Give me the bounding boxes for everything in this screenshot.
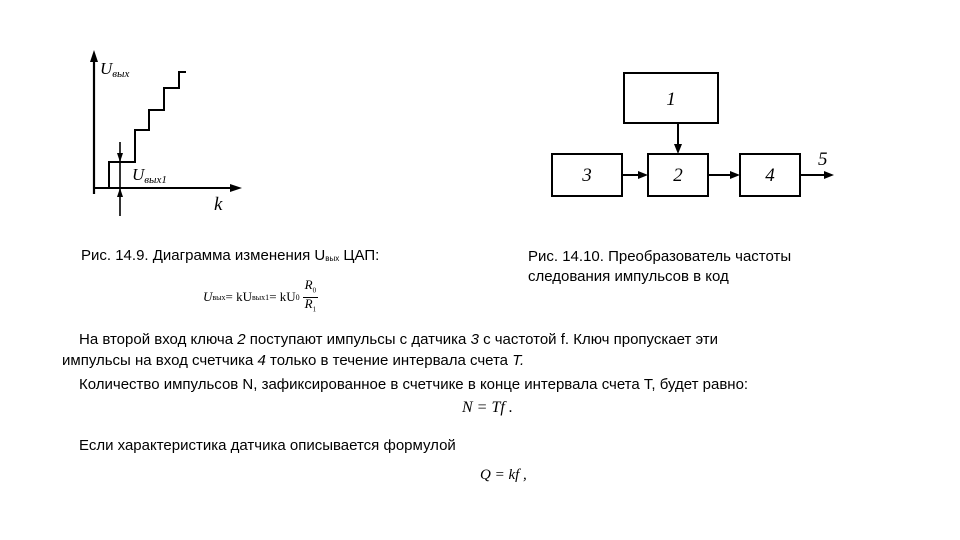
block-4-label: 4 <box>765 165 775 186</box>
formula-q-equals-kf: Q = kf , <box>480 467 527 483</box>
staircase-diagram <box>78 44 250 220</box>
arrow-2-to-4-head <box>730 171 740 179</box>
marker-arrow-up <box>117 188 123 197</box>
block-3-label: 3 <box>582 165 592 186</box>
figure-left-caption: Рис. 14.9. Диаграмма изменения $U_{вых}$ ЦАП: <box>81 247 380 264</box>
arrow-1-to-2-head <box>674 144 682 154</box>
output-arrow-head <box>824 171 834 179</box>
block-2-label: 2 <box>673 165 683 186</box>
paragraph-sensor-characteristic: Если характеристика датчика описывается формулой <box>79 437 456 454</box>
marker-arrow-down <box>117 153 123 162</box>
output-label: 5 <box>818 149 828 170</box>
paragraph-key-description: На второй вход ключа 2 поступают импульсы с датчика 3 с частотой f. Ключ пропускает эти импульсы на вход счетчика 4 только в течение интервала счета T. <box>62 331 719 369</box>
y-axis-arrow <box>90 50 98 62</box>
arrow-3-to-2-head <box>638 171 648 179</box>
block-diagram <box>540 64 840 210</box>
y-axis-label: Uвых <box>100 59 130 80</box>
paragraph-pulse-count: Количество импульсов N, зафиксированное в счетчике в конце интервала счета T, будет равно: <box>79 376 749 393</box>
x-axis-arrow <box>230 184 242 192</box>
step-label: Uвых1 <box>132 165 167 186</box>
formula-fraction: $R_0$ $R_1$ <box>304 277 317 314</box>
formula-n-equals-tf: N = Tf . <box>462 399 513 416</box>
formula-dac-output: U вых = kU вых1 = kU 0 $R_0$ $R_1$ <box>203 277 317 314</box>
block-1-label: 1 <box>666 89 676 110</box>
x-axis-label: k <box>214 194 223 215</box>
figure-right-caption: Рис. 14.10. Преобразователь частоты следования импульсов в код <box>528 248 792 285</box>
